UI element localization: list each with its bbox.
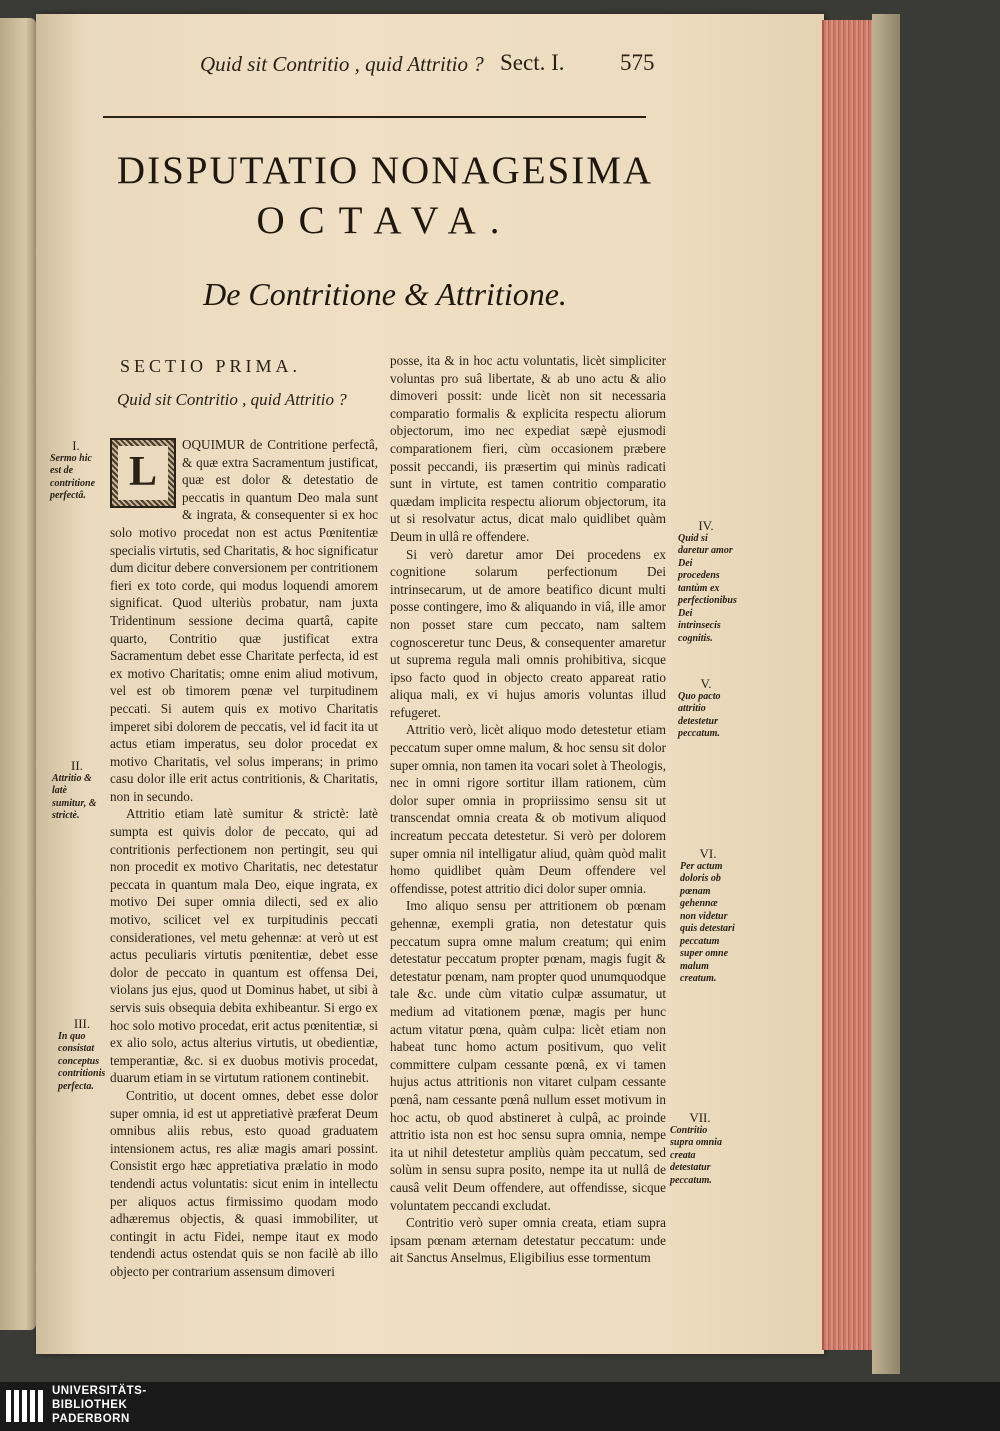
- facing-page-edge: [0, 18, 36, 1330]
- paragraph-4: posse, ita & in hoc actu voluntatis, licèt simpliciter voluntas pro suâ libertate, & ab uno actu & alio dimoveri possit: unde licèt non sit necessaria comparatio formalis & explicita respectu aliorum objectorum, imo nec expediat sæpè ejusmodi comparationem fieri, cùm occasionem præbere possit peccandi, iis præsertim qui minùs radicati sunt in virtute, est tamen contritio comparatio quædam implicita respectu aliorum objectorum, ita ut si resolvatur actus, dicat malo quidlibet quàm Deum in ullâ re offendere.: [390, 353, 666, 544]
- margin-note-7: VII. Contritio supra omnia creata detestatur peccatum.: [670, 1110, 722, 1186]
- page-number: 575: [620, 50, 655, 75]
- right-column: [390, 352, 666, 1267]
- cover-edge: [872, 14, 900, 1374]
- paragraph-6: Attritio verò, licèt aliquo modo detestetur etiam peccatum super omne malum, & hoc sensu sit dolor super omnia, non tamen ita vocari solet à Theologis, nec in omni rigore sortitur illam rationem, cùm dolor super omnia in propriissimo sensu sit ut transcendat omnia creata & ob motivum aliquod increatum peccata detestetur. Si verò per dolorem super omnia nil intelligatur aliud, quàm quòd malit homo quidlibet quàm Deum offendere vel offendisse, potest attritio dici dolor super omnia.: [390, 722, 666, 896]
- running-section: Sect. I.: [500, 50, 565, 75]
- title-line-2: OCTAVA.: [256, 199, 514, 242]
- disputatio-subtitle: De Contritione & Attritione.: [203, 276, 567, 312]
- disputatio-title: [60, 146, 710, 246]
- header-rule: [103, 116, 646, 118]
- running-title: Quid sit Contritio , quid Attritio ?: [200, 52, 484, 76]
- left-column: [110, 436, 378, 1281]
- margin-note-1: I. Sermo hic est de contritione perfectâ.: [50, 438, 96, 501]
- margin-note-3: III. In quo consistat conceptus contritionis perfecta.: [58, 1016, 106, 1092]
- paragraph-8: Contritio verò super omnia creata, etiam supra ipsam pœnam æternam detestatur peccatum: unde ait Sanctus Anselmus, Eligibilius esse tormentum: [390, 1215, 666, 1266]
- paragraph-5: Si verò daretur amor Dei procedens ex cognitione solarum perfectionum Dei intrinsecarum, ut de amore beatifico dicunt multi posse contingere, imo & aliquando in viâ, ille amor non posset stare cum peccato, nam saltem cognosceretur tunc Deus, & consequenter amaretur ut suprema regula mali omnis prohibitiva, sicque ipso facto quod in objecto creato appareat ratio aliqua mali, ex vi hujus amoris voluntas illud refugeret.: [390, 546, 666, 720]
- margin-note-6: VI. Per actum doloris ob pœnam gehennæ non videtur quis detestari peccatum super omne malum creatum.: [680, 846, 735, 984]
- margin-note-5: V. Quo pacto attritio detestetur peccatum.: [678, 676, 721, 739]
- paragraph-3: Contritio, ut docent omnes, debet esse dolor super omnia, id est ut appretiativè præferat Deum omnibus aliis rebus, esto quoad graduatem intensionem actus, res aliæ magis amari possint. Consistit ergo hæc appretiativa prælatio in modo tendendi actus voluntatis: sicut enim in intellectu per aliquos actus firmissimo quodam modo adhæremus objectis, & quasi immobiliter, ut contingit in actu Fidei, nempe itaut ex modo tendendi actus ostendat quis se non facilè ab illo objecto per contrarium assensum dimoveri: [110, 1087, 378, 1279]
- title-line-1: DISPUTATIO NONAGESIMA: [116, 149, 654, 192]
- dropcap-initial: L: [110, 438, 176, 508]
- paragraph-7: Imo aliquo sensu per attritionem ob pœnam gehennæ, exempli gratia, non detestatur quis peccatum supra omne malum creatum; qui enim detestatur peccatum propter pœnam, magis fugit & detestatur pœnam, nam propter quod unumquodque tale &c. unde cùm vitatio culpæ assumatur, ut medium ad vitationem pœnæ, magis per hunc actum vitatur pœna, quàm culpa: licèt etiam non habeat tunc homo actum positivum, quo velit committere culpam cessante pœnâ, ex vi tamen hujus actus attritionis non vitaret culpam cessante pœnâ, nam cessante pœnâ nullum esset motivum in hoc actu, ob quod abstineret à culpâ, ac proinde attritio ista non est hoc sensu supra omnia, nempe ita ut nihil detestetur ampliùs quàm peccatum, sed solùm in sensu supra posito, nempe ita ut nullâ de causâ velit Deum offendere, aut offendisse, sicque voluntatem peccandi excludat.: [390, 898, 666, 1213]
- library-footer: [0, 1382, 1000, 1431]
- page-fore-edge: [822, 20, 874, 1350]
- library-logo-icon: [6, 1386, 46, 1426]
- sectio-label: SECTIO PRIMA.: [120, 356, 302, 376]
- sectio-heading: Quid sit Contritio , quid Attritio ?: [117, 390, 347, 409]
- paragraph-2: Attritio etiam latè sumitur & strictè: latè sumpta est quivis dolor de peccato, qui ad contritionis perfectionem non pertingit, seu qui non procedit ex motivo Charitatis, nec detestatur peccata in quantum mala Deo, eique ingrata, ex motivo Dei super omnia dilecti, sed ex alio motivo, scilicet vel ex turpitudinis peccati considerationes, vel metu gehennæ: at verò ut est actus peculiaris virtutis pœnitentiæ, debet esse dolor de peccato in quantum est offensa Dei, violans jus ejus, quod ut Dominus habet, ut sibi à servis suis obsequia debita exhibeantur. Si ergo ex hoc solo motivo procedat, erit actus pœnitentiæ, si ex alio solo, actus alterius virtutis, ut obedientiæ, temperantiæ, &c. si ex duobus motivis procedat, duarum etiam in se virtutum rationem continebit.: [110, 806, 378, 1086]
- margin-note-2: II. Attritio & latè sumitur, & strictè.: [52, 758, 97, 821]
- margin-note-4: IV. Quid si daretur amor Dei procedens tantùm ex perfectionibus Dei intrinsecis cognitis.: [678, 518, 737, 644]
- paragraph-1: L OQUIMUR de Contritione perfectâ, & quæ extra Sacramentum justificat, quæ est dolor & detestatio de peccatis in quantum Deo mala sunt & ingrata, & consequenter si ex hoc solo motivo procedat non est actus Pœnitentiæ specialis virtutis, sed Charitatis, & hoc significatur dum dicitur debere conversionem per contritionem fieri ex toto corde, qui modus loquendi amorem significat. Quod ulteriùs probatur, nam juxta Tridentinum sessione decima quartâ, capite quarto, Contritio quæ justificat extra Sacramentum debet esse Charitate perfecta, id est ex motivo Charitatis; omne enim aliud motivum, vel est ob timorem pœnæ vel turpitudinem peccati. Si autem quis ex motivo Charitatis imperet sibi dolorem de peccatis, vel id facit ita ut actus etiam imperatus, seu dolor procedat ex motivo Charitatis, vel solus imperans; in primo casu dolor ille erit actus contritionis, & Charitatis, non in secundo.: [110, 437, 378, 804]
- library-name: UNIVERSITÄTS- BIBLIOTHEK PADERBORN: [52, 1385, 147, 1425]
